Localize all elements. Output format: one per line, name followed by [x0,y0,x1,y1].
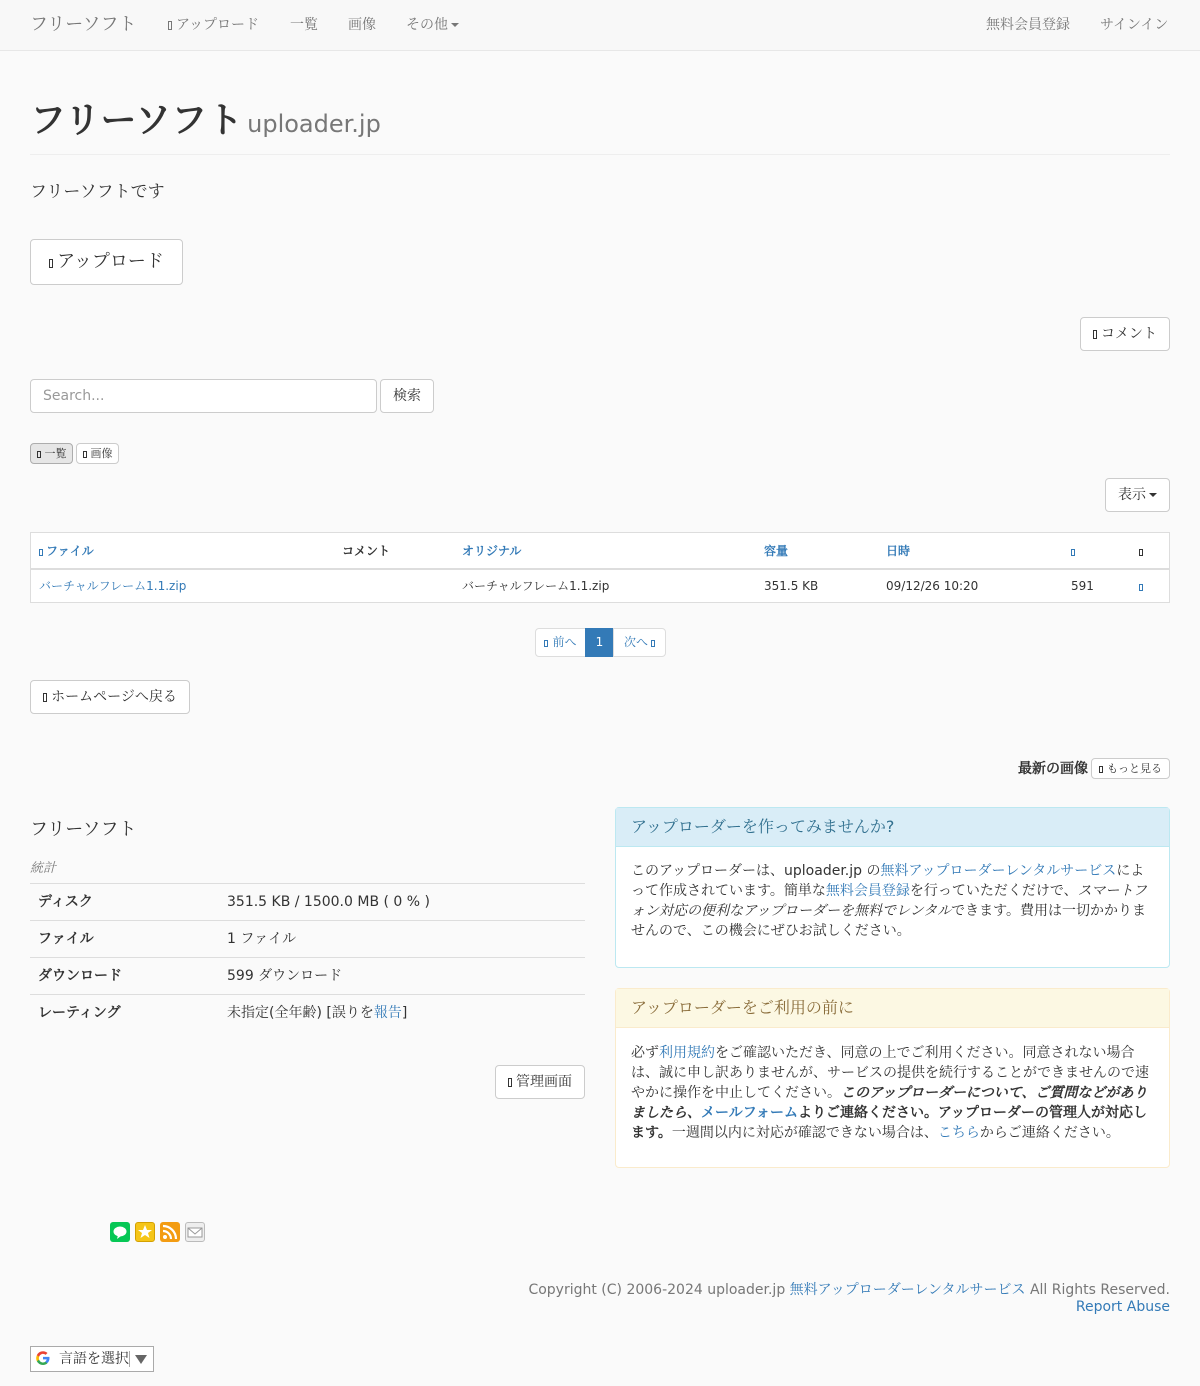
nav-images[interactable]: 画像 [348,17,376,33]
home-button[interactable] [30,680,190,714]
info-text: によって作成されています。簡単な [631,863,1145,899]
register-link[interactable]: 無料会員登録 [825,883,910,899]
display-label: 表示 [1118,487,1146,503]
footer-copyright [528,1279,1170,1299]
info-panel-title: アップローダーを作ってみませんか? [616,808,1169,847]
navbar [0,0,1200,51]
file-date: 09/12/26 10:20 [886,579,979,593]
file-original: バーチャルフレーム1.1.zip [462,579,610,593]
page-lead: フリーソフトです [30,182,165,202]
admin-button-label: 管理画面 [516,1074,572,1090]
file-icon [39,549,43,556]
rss-icon[interactable] [160,1222,180,1242]
pagination-current[interactable]: 1 [585,628,614,657]
warning-emphasis: このアップローダーについて、ご質問などがありましたら、 [631,1085,1148,1121]
contact-link[interactable]: こちら [937,1125,980,1141]
view-list-label: 一覧 [44,447,67,460]
upload-button-label: アップロード [57,251,164,272]
file-download-button[interactable] [1139,569,1147,603]
col-header-action [1139,533,1147,569]
home-icon [43,693,47,702]
image-icon [83,451,87,458]
nav-list[interactable]: 一覧 [290,17,318,33]
comment-button[interactable] [1080,317,1170,351]
language-select[interactable] [30,1346,154,1372]
image-icon [1099,766,1103,773]
list-icon [37,451,41,458]
col-header-downloads[interactable] [1071,533,1079,569]
search-input[interactable]: Search... [30,379,377,413]
view-list-button[interactable] [30,443,73,464]
col-header-original[interactable]: オリジナル [462,544,522,558]
warning-bold-text: よりご連絡ください。アップローダーの管理人が対応します。 [631,1105,1148,1141]
footer-rental-link[interactable]: 無料アップローダーレンタルサービス [789,1282,1026,1298]
info-panel [615,807,1170,968]
stats-key: ダウンロード [38,968,122,984]
nav-signin[interactable]: サインイン [1100,17,1169,33]
gear-icon [508,1078,512,1087]
chevron-down-icon [451,23,459,27]
chevron-right-icon [651,640,655,647]
warning-text: 必ず [631,1045,659,1061]
col-header-file-label: ファイル [46,544,94,558]
stats-key: ファイル [38,931,94,947]
col-header-comment: コメント [342,544,391,558]
pagination-prev[interactable] [535,628,586,657]
warning-text: からご連絡ください。 [979,1125,1120,1141]
file-link[interactable]: バーチャルフレーム1.1.zip [39,579,187,593]
info-text: を行っていただくだけで、 [909,883,1078,899]
google-g-icon [35,1350,51,1374]
pagination-next-label: 次へ [623,635,648,649]
divider [30,154,1170,155]
download-count-icon [1071,549,1075,556]
info-emphasis: スマートフォン対応の便利なアップローダーを無料でレンタル [631,883,1147,919]
page-title [30,92,381,143]
info-panel-body [616,847,1169,955]
pagination-next[interactable] [613,628,666,657]
home-button-label: ホームページへ戻る [51,689,177,705]
stats-caption: 統計 [30,861,57,876]
file-size: 351.5 KB [764,579,819,593]
download-icon [1139,584,1143,591]
latest-images-more-label: もっと見る [1107,762,1162,775]
nav-upload-label: アップロード [176,17,260,33]
stats-row-files [30,920,585,957]
admin-button[interactable] [495,1065,585,1099]
page-title-text: フリーソフト [30,100,244,141]
copyright-text: Copyright (C) 2006-2024 uploader.jp [528,1282,786,1298]
stats-value: 599 ダウンロード [227,968,343,984]
mail-share-icon[interactable] [185,1222,205,1242]
stats-value: 351.5 KB / 1500.0 MB ( 0 % ) [227,894,430,910]
info-text: できます。費用は一切かかりませんので、この機会にぜひお試しください。 [631,903,1146,939]
upload-icon [49,259,53,268]
report-rating-link[interactable]: 報告 [373,1005,402,1021]
search-button[interactable]: 検索 [380,379,434,413]
report-abuse-link[interactable]: Report Abuse [1075,1299,1170,1315]
file-downloads: 591 [1071,579,1094,593]
nav-upload[interactable] [168,0,259,50]
separator [129,1351,130,1367]
rating-text: 未指定(全年齢) [誤りを [227,1005,374,1021]
comment-icon [1093,330,1097,339]
stats-value: 1 ファイル [227,931,297,947]
bookmark-star-icon[interactable] [135,1222,155,1242]
warning-text: をご確認いただき、同意の上でご利用ください。同意されない場合は、誠に申し訳ありませんが、サービスの提供を続行することができませんので速やかに操作を中止してください。 [631,1045,1149,1101]
chevron-down-icon [1149,493,1157,497]
stats-title: フリーソフト [30,819,137,840]
file-table [30,532,1170,603]
pagination-prev-label: 前へ [552,635,577,649]
col-header-file[interactable] [39,533,94,569]
stats-key: ディスク [38,894,93,910]
view-images-label: 画像 [90,447,113,460]
rights-text: All Rights Reserved. [1029,1282,1170,1298]
terms-link[interactable]: 利用規約 [659,1045,715,1061]
nav-register[interactable]: 無料会員登録 [986,17,1070,33]
language-select-label: 言語を選択 [59,1351,129,1367]
dropdown-arrow-icon [135,1355,147,1364]
rating-suffix: ] [401,1005,408,1021]
mail-form-link[interactable]: メールフォーム [701,1105,799,1121]
stats-value [227,995,407,1031]
warning-text: 一週間以内に対応が確認できない場合は、 [671,1125,938,1141]
view-images-button[interactable] [76,443,119,464]
stats-row-downloads [30,957,585,994]
col-header-date[interactable]: 日時 [886,544,911,558]
stats-row-rating [30,994,585,1031]
warning-panel-title: アップローダーをご利用の前に [616,989,1169,1028]
comment-button-label: コメント [1101,326,1157,342]
latest-images-label: 最新の画像 [1018,761,1088,777]
rental-service-link[interactable]: 無料アップローダーレンタルサービス [880,863,1117,879]
warning-panel-body [616,1028,1169,1157]
page-subtitle: uploader.jp [247,110,381,138]
download-icon [1139,549,1143,556]
display-dropdown[interactable] [1105,478,1170,512]
warning-panel [615,988,1170,1168]
brand-link[interactable]: フリーソフト [30,14,137,35]
stats-key: レーティング [38,1005,121,1021]
line-share-icon[interactable] [110,1222,130,1242]
latest-images-more-button[interactable] [1091,758,1170,779]
upload-icon [168,21,172,30]
stats-row-disk [30,883,585,920]
info-text: このアップローダーは、uploader.jp の [631,863,881,879]
nav-more-dropdown[interactable] [406,0,459,50]
chevron-left-icon [544,640,548,647]
nav-more-label: その他 [406,17,448,33]
upload-button[interactable] [30,239,183,285]
col-header-size[interactable]: 容量 [764,544,789,558]
